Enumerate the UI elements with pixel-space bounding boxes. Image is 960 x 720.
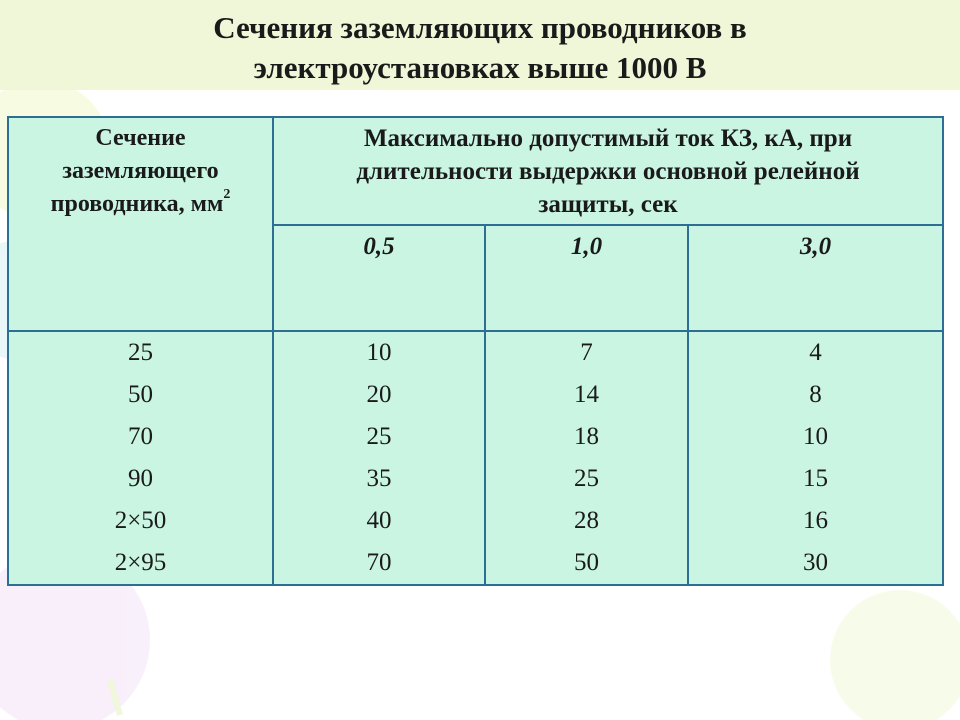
column-1-0-values: [485, 331, 688, 585]
table-cell: 10: [366, 339, 392, 366]
title-line-1: Сечения заземляющих проводников в: [213, 10, 747, 45]
table-cell: 4: [809, 339, 822, 366]
header-duration-0-5: 0,5: [273, 225, 485, 331]
table-cell: 35: [366, 465, 392, 492]
header-duration-1-0: 1,0: [485, 225, 688, 331]
header-max-current: Максимально допустимый ток КЗ, кА, при длительности выдержки основной релейной защиты, сек: [273, 117, 943, 225]
table-cell: 8: [809, 381, 822, 408]
table-cell: 16: [803, 507, 828, 534]
table-cell: 25: [366, 423, 392, 450]
table-cell: 7: [580, 339, 593, 366]
grounding-conductor-table: [7, 116, 944, 586]
table-cell: 15: [803, 465, 828, 492]
table-cell: 2×50: [114, 507, 167, 534]
table-cell: 25: [128, 339, 153, 366]
column-3-0-values: [688, 331, 943, 585]
table-cell: 70: [128, 423, 153, 450]
table-cell: 10: [803, 423, 828, 450]
header-duration-3-0: 3,0: [688, 225, 943, 331]
table-cell: 28: [574, 507, 599, 534]
title-line-2: электроустановках выше 1000 В: [253, 50, 707, 85]
slide-title: [0, 8, 960, 88]
table-cell: 90: [128, 465, 153, 492]
table-cell: 40: [366, 507, 392, 534]
table-cell: 70: [366, 549, 392, 576]
header-section: Сечение заземляющего проводника, $мм^2$: [8, 117, 273, 331]
table-cell: 18: [574, 423, 599, 450]
table-cell: 30: [803, 549, 828, 576]
table-cell: 20: [366, 381, 392, 408]
table-cell: 50: [574, 549, 599, 576]
table-cell: 25: [574, 465, 599, 492]
table-cell: 2×95: [114, 549, 167, 576]
column-0-5-values: [273, 331, 485, 585]
column-section-values: [8, 331, 273, 585]
table-cell: 14: [574, 381, 599, 408]
table-cell: 50: [128, 381, 153, 408]
